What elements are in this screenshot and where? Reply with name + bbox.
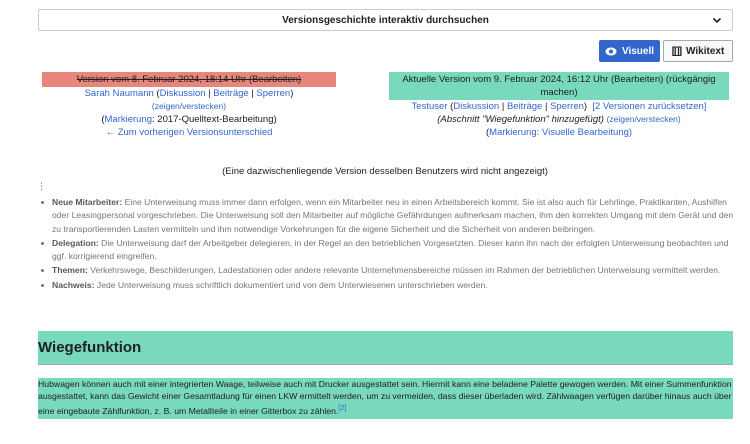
old-contribs-link[interactable]: Beiträge [213,88,249,99]
list-item: Neue Mitarbeiter: Eine Unterweisung muss immer dann erfolgen, wenn ein Mitarbeiter neu in einen Arbeitsbereich kommt. Sie ist also auch für Lehrlinge, Praktikanten, Aushilfen oder Leasingpersonal vorgeschrieben. Die Unterweisung soll den Mitarbeiter auf mögliche Gefährdungen aufmerksam machen, ihm den korrekten Umgang mit dem Gerät und den zu transportierenden Lasten vermitteln und ihm notwendige Vorkehrungen für die eigene Sicherheit und die Sicherheit von anderen beibringen. [38,196,735,236]
old-tag-link[interactable]: Markierung [104,114,153,125]
old-revision-user[interactable]: Sarah Naumann [84,88,154,99]
previous-diff-link[interactable]: ← Zum vorherigen Versionsunterschied [105,127,273,138]
new-tag-link[interactable]: Markierung [489,127,537,138]
edit-summary: (Abschnitt "Wiegefunktion" hinzugefügt) [437,114,604,125]
intermediate-revision-note: (Eine dazwischenliegende Version desselben Benutzers wird nicht angezeigt) [222,166,548,177]
wikitext-diff-button[interactable] [663,40,733,62]
new-revision-column: Aktuelle Version vom 9. Februar 2024, 16:12 Uhr (Bearbeiten) (rückgängig machen) Testuser (Diskussion | Beiträge | Sperren) [2 Versionen zurücksetzen] (Abschnitt "Wiegefunktion" hinzugefügt) (zeigen/verstecken) (Markierung: Visuelle Bearbeitung) [389,72,729,139]
added-paragraph: Hubwagen können auch mit einer integrierten Waage, teilweise auch mit Drucker ausgestattet sein. Hiermit kann eine beladene Palette gewogen werden. Mit einer Summenfunktion ausgestattet, kann das Gewicht einer Gesamtladung für einen LKW ermittelt werden, um zu vermeiden, dass dieser überladen wird. Zählwaagen verfügen darüber hinaus auch über eine eingebaute Zählfunktion, z. B. um Metallteile in einer Gitterbox zu zählen.[2] [38,378,733,419]
visual-diff-label: Visuell [621,45,655,57]
diff-context-list [38,196,735,293]
history-browser-toggle[interactable] [38,9,733,31]
chevron-down-icon [712,15,722,25]
eye-icon [605,47,617,56]
old-revision-header[interactable]: Version vom 8. Februar 2024, 18:14 Uhr (Bearbeiten) [42,72,336,87]
rollback-link[interactable]: [2 Versionen zurücksetzen] [592,101,707,112]
list-item: Themen: Verkehrswege, Beschilderungen, Ladestationen oder andere relevante Unternehmensbereiche müssen im Rahmen der betrieblichen Unterweisung vermittelt werden. [38,264,735,277]
old-block-link[interactable]: Sperren [256,88,291,99]
brackets-icon: [[]] [671,45,682,57]
history-browser-label: Versionsgeschichte interaktiv durchsuchen [282,14,489,26]
new-visibility-toggle[interactable]: (zeigen/verstecken) [606,114,681,124]
list-item: Delegation: Die Unterweisung darf der Arbeitgeber delegieren, in der Regel an den betrieblichen Vorgesetzten. Dieser kann ihn nach der erfolgten Unterweisung beobachten und ggf. korrigierend eingreifen. [38,237,735,264]
section-heading: Wiegefunktion [38,331,733,365]
old-talk-link[interactable]: Diskussion [159,88,206,99]
new-tag-value: : Visuelle Bearbeitung) [536,127,633,138]
old-revision-column: Version vom 8. Februar 2024, 18:14 Uhr (Bearbeiten) Sarah Naumann (Diskussion | Beiträge | Sperren) (zeigen/verstecken) (Markierung: 2017-Quelltext-Bearbeitung) ← Zum vorherigen Versionsunterschied [42,72,336,139]
new-contribs-link[interactable]: Beiträge [506,101,543,112]
new-talk-link[interactable]: Diskussion [453,101,500,112]
list-item: Nachweis: Jede Unterweisung muss schriftlich dokumentiert und von dem Unterwiesenen unterschrieben werden. [38,279,735,292]
new-revision-header[interactable]: Aktuelle Version vom 9. Februar 2024, 16:12 Uhr (Bearbeiten) (rückgängig machen) [389,72,729,100]
old-visibility-toggle[interactable]: (zeigen/verstecken) [151,101,227,111]
new-revision-user[interactable]: Testuser [411,101,448,112]
ellipsis-marker: ⋮ [37,181,46,191]
reference-link[interactable]: [2] [338,404,347,412]
new-block-link[interactable]: Sperren [550,101,584,112]
old-tag-value: : 2017-Quelltext-Bearbeitung) [152,114,277,125]
visual-diff-button[interactable] [599,40,660,62]
wikitext-diff-label: Wikitext [686,45,725,57]
